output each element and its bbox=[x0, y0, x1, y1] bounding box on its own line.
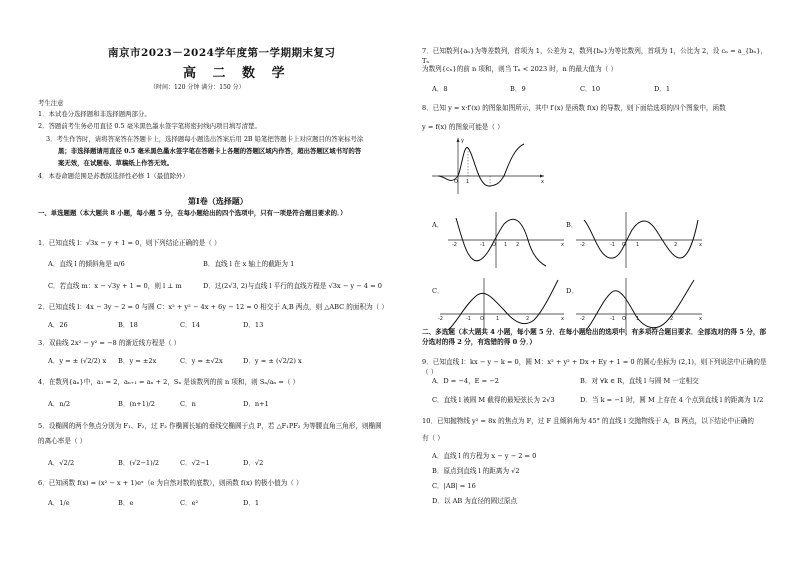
q2-A: A．26 bbox=[48, 321, 68, 329]
svg-text:O: O bbox=[492, 242, 496, 248]
q3-stem: 3．双曲线 2x² − y² = −8 的渐近线方程是（ ） bbox=[38, 339, 181, 347]
svg-text:x: x bbox=[699, 316, 702, 322]
svg-text:1: 1 bbox=[496, 316, 500, 322]
q2-C: C．14 bbox=[180, 321, 201, 329]
q10-C: C．|AB| = 16 bbox=[432, 482, 476, 490]
svg-text:O: O bbox=[454, 179, 458, 185]
q4-C: C．n bbox=[180, 400, 196, 408]
q7-B: B．9 bbox=[510, 85, 526, 93]
q6-A: A．1/e bbox=[48, 499, 70, 507]
exam-title: 南京市2023－2024学年度第一学期期末复习 bbox=[108, 47, 336, 59]
q6-D: D．1 bbox=[243, 499, 260, 507]
q8-option-b-graph bbox=[566, 210, 706, 272]
svg-text:x: x bbox=[561, 242, 564, 248]
q5-B: B．(√2−1)/2 bbox=[118, 459, 160, 467]
q8-stem2: y = f(x) 的图象可能是（ ） bbox=[422, 123, 504, 131]
q1-A: A．直线 l 的倾斜角是 π/6 bbox=[48, 260, 125, 268]
q3-C: C．y = ±√2x bbox=[180, 357, 223, 365]
q5-stem: 5．设椭圆的两个焦点分别为 F₁、F₂，过 F₂ 作椭圆长轴的垂线交椭圆于点 P，若 △F₁PF₂ 为等腰直角三角形，则椭圆 bbox=[38, 422, 382, 430]
q4-stem: 4．在数列{aₙ}中，a₁ = 2，aₙ₊₁ = aₙ + 2，Sₙ 是该数列的前 n 项和，则 Sₙ/aₙ =（ ） bbox=[38, 378, 300, 386]
exam-meta: （时间：120 分钟 满分：150 分） bbox=[150, 84, 245, 91]
q5-C: C．√2−1 bbox=[180, 459, 210, 467]
svg-text:-2: -2 bbox=[438, 316, 443, 322]
svg-text:-1: -1 bbox=[610, 316, 615, 322]
svg-text:-1: -1 bbox=[480, 242, 485, 248]
q2-D: D．13 bbox=[243, 321, 264, 329]
q5-stem2: 的离心率是（ ） bbox=[38, 437, 87, 445]
svg-text:-2: -2 bbox=[580, 242, 585, 248]
section1-title: 第Ⅰ卷（选择题） bbox=[188, 196, 248, 206]
svg-text:O: O bbox=[622, 316, 626, 322]
q8-main-graph bbox=[428, 136, 548, 198]
q6-C: C．e² bbox=[180, 499, 199, 507]
q3-B: B．y = ±2x bbox=[118, 357, 157, 365]
q10-stem2: 有（ ） bbox=[422, 434, 444, 442]
q2-stem: 2．已知直线 l：4x − 3y − 2 = 0 与圆 C：x² + y² − 4x + 6y − 12 = 0 相交于 A,B 两点，则 △ABC 的面积为（ ） bbox=[38, 303, 388, 311]
q5-A: A．√2/2 bbox=[48, 459, 75, 467]
q8-label-c: C． bbox=[432, 287, 444, 295]
q4-A: A．n/2 bbox=[48, 400, 71, 408]
q3-D: D．y = ± (√2/2) x bbox=[243, 357, 302, 365]
q10-B: B．原点到直线 l 的距离为 √2 bbox=[432, 467, 520, 475]
q1-B: B．直线 l 在 x 轴上的截距为 1 bbox=[203, 260, 295, 268]
q9-stem: 9．已知直线 l：kx − y − k = 0，圆 M：x² + y² + Dx + Ey + 1 = 0 的圆心坐标为 (2,1)，则下列说法中正确的是（ ） bbox=[422, 358, 767, 377]
svg-text:O: O bbox=[622, 242, 626, 248]
q9-D: D．当 k = −1 时，圆 M 上存在 4 个点到直线 l 的距离为 1/2 bbox=[580, 396, 764, 404]
svg-text:1: 1 bbox=[466, 179, 470, 185]
q9-C: C．直线 l 被圆 M 截得的最短弦长为 2√3 bbox=[432, 396, 555, 404]
svg-text:x: x bbox=[561, 316, 564, 322]
svg-text:y: y bbox=[461, 138, 464, 144]
svg-text:2: 2 bbox=[674, 242, 678, 248]
note-3b: 黑；非选择题请用直径 0.5 毫米黑色墨水签字笔在答题卡上各题的答题区域内作答，超出答题区域书写的答 bbox=[58, 147, 362, 155]
q7-stem2: 为数列{cₙ}的前 n 项和，则当 Tₙ < 2023 时，n 的最大值为（ ） bbox=[422, 65, 618, 73]
svg-text:-1: -1 bbox=[610, 242, 615, 248]
svg-text:O: O bbox=[480, 316, 484, 322]
q6-B: B．e bbox=[118, 499, 134, 507]
q2-B: B．18 bbox=[118, 321, 138, 329]
svg-text:2: 2 bbox=[670, 316, 674, 322]
q10-A: A．直线 l 的方程为 x − y − 2 = 0 bbox=[432, 452, 537, 460]
svg-text:x: x bbox=[541, 179, 544, 185]
svg-text:2: 2 bbox=[516, 242, 520, 248]
q8-option-a-graph bbox=[428, 210, 568, 272]
q4-B: B．(n+1)/2 bbox=[118, 400, 155, 408]
svg-text:-2: -2 bbox=[580, 316, 585, 322]
q10-stem: 10．已知抛物线 y² = 8x 的焦点为 F，过 F 且倾斜角为 45° 的直线 l 交抛物线于 A，B 两点，以下结论中正确的 bbox=[422, 417, 754, 425]
note-3c: 案无效，在试题卷、草稿纸上作答无效。 bbox=[58, 159, 174, 167]
q9-A: A．D = −4，E = −2 bbox=[432, 377, 499, 385]
q1-stem: 1．已知直线 l：√3x − y + 1 = 0，则下列结论正确的是（ ） bbox=[38, 239, 221, 247]
q8-stem: 8．已知 y = x·f′(x) 的图象如图所示，其中 f′(x) 是函数 f(x) 的导数，则下面给选项的四个图象中，函数 bbox=[422, 104, 726, 112]
q8-label-a: A． bbox=[432, 221, 444, 229]
exam-subject: 高 二 数 学 bbox=[183, 66, 291, 81]
q1-D: D．过(2√3, 2)与直线 l 平行的直线方程是 √3x − y − 4 = 0 bbox=[203, 282, 382, 290]
q10-D: D．以 AB 为直径的圆过原点 bbox=[432, 497, 518, 505]
note-2: 2．答题前考生务必用直径 0.5 毫米黑色墨水签字笔将密封线内项目填写清楚。 bbox=[38, 122, 261, 130]
svg-text:1: 1 bbox=[636, 242, 640, 248]
q4-D: D．n+1 bbox=[243, 400, 269, 408]
note-3: 3．考生作答时，请将答案答在答题卡上，选择题每小题选出答案后用 2B 铅笔把答题卡上对应题目的答案标号涂 bbox=[46, 135, 364, 143]
q1-C: C．若直线 m：x − √3y + 1 = 0，则 l ⊥ m bbox=[48, 282, 182, 290]
q7-A: A．8 bbox=[432, 85, 448, 93]
q8-label-d: D． bbox=[566, 287, 578, 295]
q7-C: C．10 bbox=[580, 85, 601, 93]
svg-text:-2: -2 bbox=[452, 242, 457, 248]
section1-intro: 一、单选题题（本大题共 8 小题，每小题 5 分，在每小题给出的四个选项中，只有一项是符合题目要求的．） bbox=[38, 209, 347, 217]
note-1: 1．本试卷分选择题和非选择题两部分。 bbox=[38, 110, 151, 118]
q8-label-b: B． bbox=[566, 221, 578, 229]
q5-D: D．√2 bbox=[243, 459, 264, 467]
section2-intro: 二、多选题（本大题共 4 小题，每小题 5 分．在每小题给出的选项中，有多项符合题目要求．全部选对的得 5 分，部分选对的得 2 分，有选错的得 0 分．） bbox=[422, 328, 767, 347]
q9-B: B．对 ∀k ∈ R，直线 l 与圆 M 一定相交 bbox=[580, 377, 699, 385]
svg-text:2: 2 bbox=[526, 316, 530, 322]
svg-text:-1: -1 bbox=[466, 316, 471, 322]
q7-D: D．1 bbox=[654, 85, 671, 93]
q7-stem: 7．已知数列{aₙ}为等差数列，首项为 1，公差为 2，数列{bₙ}为等比数列，首项为 1，公比为 2，设 cₙ = a_{bₙ}，Tₙ bbox=[422, 47, 768, 66]
svg-text:x: x bbox=[699, 242, 702, 248]
q6-stem: 6．已知函数 f(x) = (x² − x + 1)eˣ（e 为自然对数的底数），则函数 f(x) 的极小值为（ ） bbox=[38, 479, 303, 487]
q3-A: A．y = ± (√2/2) x bbox=[48, 357, 107, 365]
svg-text:1: 1 bbox=[636, 316, 640, 322]
note-4: 4．本卷命题范围是苏教版选择性必修 1（最值除外） bbox=[38, 172, 189, 180]
svg-text:1: 1 bbox=[504, 242, 508, 248]
notes-heading: 考生注意 bbox=[38, 99, 64, 107]
